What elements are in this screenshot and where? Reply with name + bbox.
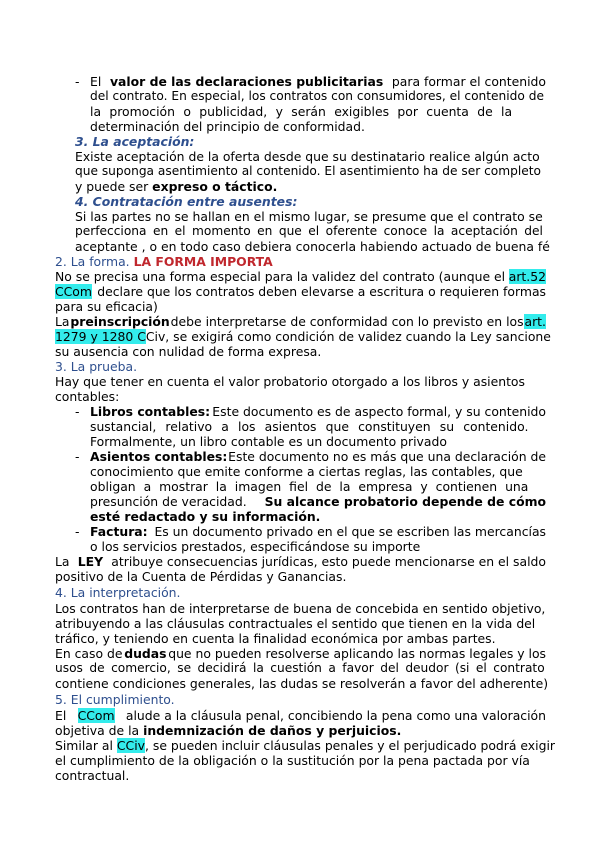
paragraph-line: aceptante , o en todo caso debiera conocerla habiendo actuado de buena fé <box>75 239 550 254</box>
paragraph-line: y puede ser expreso o táctico. <box>75 179 278 194</box>
section-heading-prueba: 3. La prueba. <box>55 359 138 374</box>
paragraph-line: No se precisa una forma especial para la validez del contrato (aunque el art.52 <box>55 269 546 284</box>
list-item-line: sustancial, relativo a los asientos que constituyen su contenido. <box>90 419 529 434</box>
list-item-line: Factura: Es un documento privado en el que se escriben las mercancías <box>90 524 546 539</box>
section-heading-cumplimiento: 5. El cumplimiento. <box>55 692 175 707</box>
paragraph-line: Similar al CCiv, se pueden incluir cláusulas penales y el perjudicado podrá exigir <box>55 738 555 753</box>
bullet-text-line: la promoción o publicidad, y serán exigibles por cuenta de la <box>90 104 513 119</box>
paragraph-line: 1279 y 1280 CCiv, se exigirá como condición de validez cuando la Ley sancione <box>55 329 551 344</box>
paragraph-line: atribuyendo a las cláusulas contractuales el sentido que tienen en la vida del <box>55 616 536 631</box>
paragraph-line: Si las partes no se hallan en el mismo lugar, se presume que el contrato se <box>75 209 543 224</box>
list-dash: - <box>75 524 80 539</box>
paragraph-line: La preinscripción debe interpretarse de conformidad con lo previsto en los art. <box>55 314 546 329</box>
subheading-aceptacion: 3. La aceptación: <box>75 134 195 149</box>
section-heading-forma: 2. La forma. LA FORMA IMPORTA <box>55 254 273 269</box>
paragraph-line: CCom declare que los contratos deben elevarse a escritura o requieren formas <box>55 284 546 299</box>
list-dash: - <box>75 449 80 464</box>
paragraph-line: el cumplimiento de la obligación o la sustitución por la pena pactada por vía <box>55 753 530 768</box>
list-item-line: Libros contables: Este documento es de aspecto formal, y su contenido <box>90 404 546 419</box>
paragraph-line: contractual. <box>55 768 130 783</box>
paragraph-line: perfecciona en el momento en que el oferente conoce la aceptación del <box>75 224 543 238</box>
paragraph-line: para su eficacia) <box>55 299 158 314</box>
legal-reference-highlight: 1279 y 1280 C <box>55 329 146 344</box>
paragraph-line: Los contratos han de interpretarse de buena de concebida en sentido objetivo, <box>55 601 546 616</box>
paragraph-line: contiene condiciones generales, las dudas se resolverán a favor del adherente) <box>55 676 549 691</box>
bullet-text-line: determinación del principio de conformidad. <box>90 119 365 134</box>
list-item-line: conocimiento que emite conforme a ciertas reglas, las contables, que <box>90 464 523 479</box>
list-item-line: esté redactado y su información. <box>90 509 321 524</box>
list-item-line: presunción de veracidad. Su alcance probatorio depende de cómo <box>90 494 546 509</box>
subheading-contratacion: 4. Contratación entre ausentes: <box>75 194 298 209</box>
list-item-line: Formalmente, un libro contable es un documento privado <box>90 434 447 449</box>
legal-reference-highlight: art. <box>524 314 546 329</box>
legal-reference-highlight: CCom <box>77 708 115 723</box>
paragraph-line: contables: <box>55 389 120 404</box>
paragraph-line: positivo de la Cuenta de Pérdidas y Ganancias. <box>55 569 347 584</box>
list-item-line: o los servicios prestados, especificándose su importe <box>90 539 421 554</box>
legal-reference-highlight: CCom <box>55 284 92 299</box>
paragraph-line: que suponga asentimiento al contenido. El asentimiento ha de ser completo <box>75 164 541 178</box>
paragraph-line: Existe aceptación de la oferta desde que su destinatario realice algún acto <box>75 149 540 164</box>
list-dash: - <box>75 74 80 89</box>
paragraph-line: El CCom alude a la cláusula penal, concibiendo la pena como una valoración <box>55 708 546 723</box>
paragraph-line: tráfico, y teniendo en cuenta la finalidad económica por ambas partes. <box>55 631 496 646</box>
paragraph-line: usos de comercio, se decidirá la cuestión a favor del deudor (si el contrato <box>55 661 545 675</box>
legal-reference-highlight: art.52 <box>508 269 546 284</box>
list-item-line: obligan a mostrar la imagen fiel de la empresa y contienen una <box>90 479 529 494</box>
bullet-text-line: El valor de las declaraciones publicitarias para formar el contenido <box>90 74 546 89</box>
paragraph-line: Hay que tener en cuenta el valor probatorio otorgado a los libros y asientos <box>55 374 525 389</box>
section-heading-interpretacion: 4. La interpretación. <box>55 585 181 600</box>
paragraph-line: La LEY atribuye consecuencias jurídicas, esto puede mencionarse en el saldo <box>55 554 546 569</box>
legal-reference-highlight: CCiv <box>116 738 145 753</box>
list-dash: - <box>75 404 80 419</box>
list-item-line: Asientos contables: Este documento no es más que una declaración de <box>90 449 546 464</box>
paragraph-line: su ausencia con nulidad de forma expresa. <box>55 344 322 359</box>
paragraph-line: objetiva de la indemnización de daños y perjuicios. <box>55 723 402 738</box>
paragraph-line: En caso de dudas que no pueden resolverse aplicando las normas legales y los <box>55 646 546 661</box>
bullet-text-line: del contrato. En especial, los contratos con consumidores, el contenido de <box>90 89 544 103</box>
